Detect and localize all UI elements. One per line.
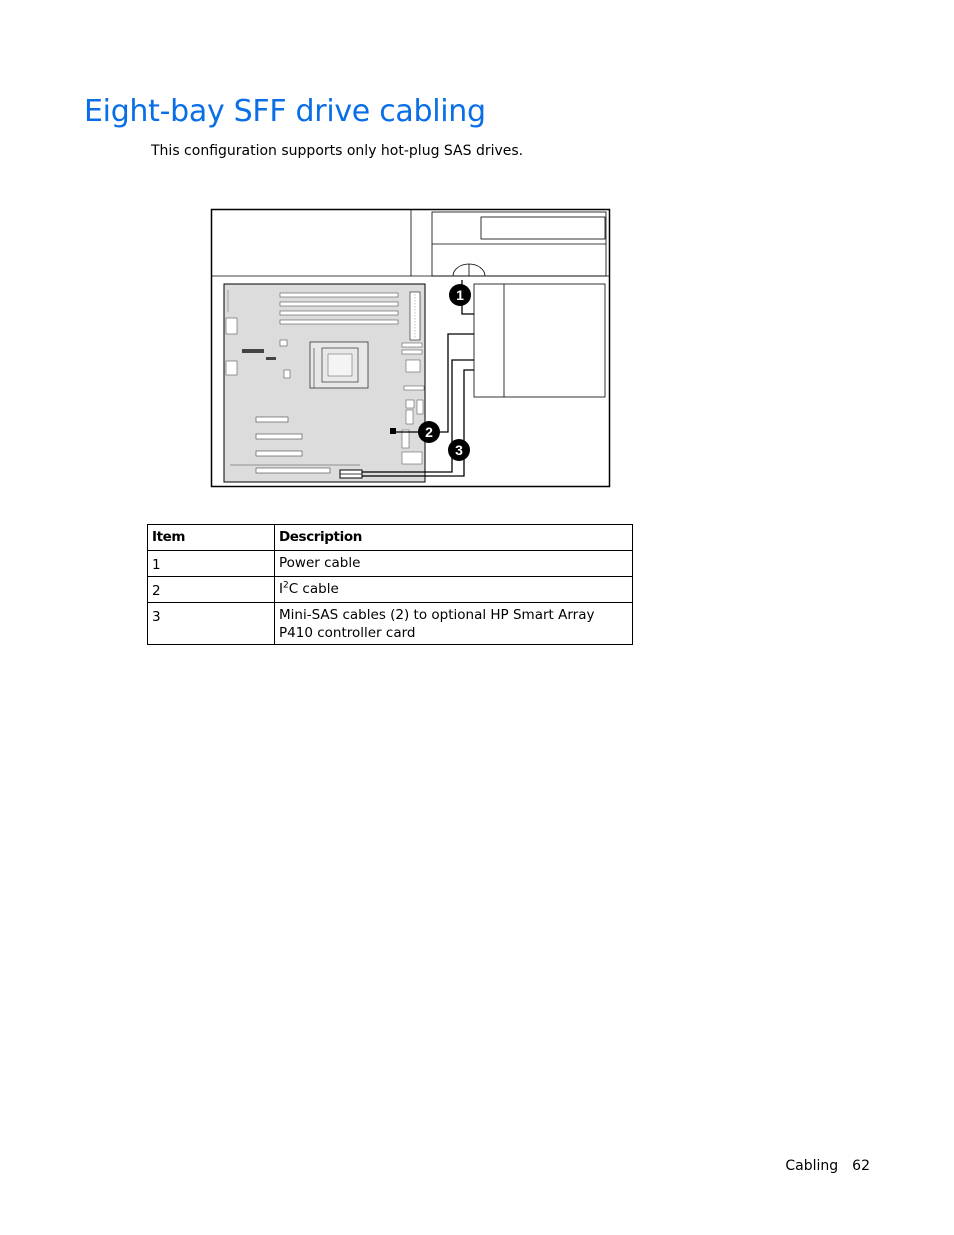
pcie-slot	[256, 451, 302, 456]
table-row	[148, 551, 633, 577]
pcie-slot	[256, 434, 302, 439]
i2c-header	[390, 428, 396, 434]
description-cell: Mini-SAS cables (2) to optional HP Smart Array P410 controller card	[275, 603, 633, 645]
callout-2-label: 2	[425, 424, 433, 440]
footer-section: Cabling	[785, 1158, 839, 1174]
callout-legend-table	[147, 524, 633, 645]
callout-3-label: 3	[455, 442, 463, 458]
item-cell: 2	[148, 577, 275, 603]
column-header-description: Description	[275, 525, 633, 551]
intro-paragraph: This configuration supports only hot-plug SAS drives.	[151, 143, 524, 159]
page-number: 62	[852, 1158, 870, 1174]
cabling-diagram	[210, 208, 611, 488]
dimm-slot	[280, 320, 398, 324]
description-cell	[275, 577, 633, 603]
description-suffix: C cable	[288, 581, 339, 597]
description-superscript: 2	[282, 580, 289, 591]
table-header-row	[148, 525, 633, 551]
description-cell: Power cable	[275, 551, 633, 577]
page-title: Eight-bay SFF drive cabling	[84, 94, 486, 129]
page-footer	[785, 1158, 870, 1174]
dimm-slot	[280, 311, 398, 315]
callout-1-label: 1	[456, 287, 464, 303]
pcie-slot	[256, 468, 330, 473]
pcie-slot	[256, 417, 288, 422]
column-header-item: Item	[148, 525, 275, 551]
description-prefix: I	[279, 581, 283, 597]
dimm-slot	[280, 293, 398, 297]
item-cell: 3	[148, 603, 275, 645]
table-row	[148, 577, 633, 603]
table-row	[148, 603, 633, 645]
item-cell: 1	[148, 551, 275, 577]
dimm-slot	[280, 302, 398, 306]
